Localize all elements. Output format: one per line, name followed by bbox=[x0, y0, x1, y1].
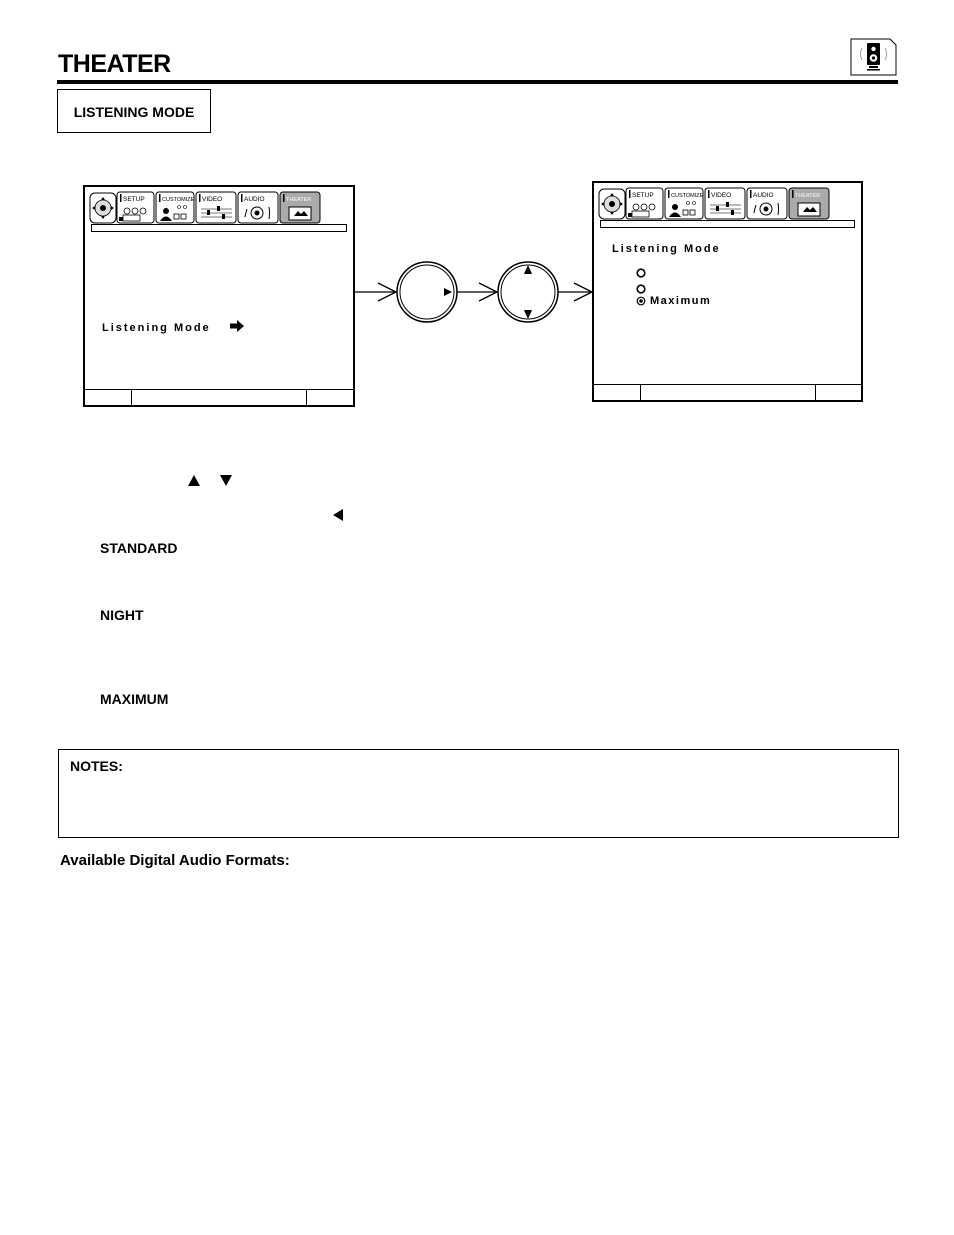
tab-audio[interactable] bbox=[747, 188, 787, 219]
select-button-right[interactable] bbox=[397, 262, 457, 322]
triangle-left-icon bbox=[333, 509, 343, 521]
radio-selected-icon bbox=[636, 296, 646, 306]
menu-status-strip bbox=[600, 220, 855, 228]
triangle-up-icon bbox=[188, 475, 200, 486]
radio-option-label: Maximum bbox=[650, 295, 712, 307]
mode-standard-label: STANDARD bbox=[100, 540, 178, 556]
section-label: LISTENING MODE bbox=[57, 89, 211, 133]
tab-theater[interactable] bbox=[280, 192, 320, 223]
tab-video[interactable] bbox=[705, 188, 745, 219]
screen-footer bbox=[85, 389, 353, 405]
navigation-flow bbox=[352, 255, 596, 330]
arrow-right-icon bbox=[230, 320, 244, 332]
tab-setup-label: SETUP bbox=[123, 196, 145, 203]
tab-customize-label: CUSTOMIZE bbox=[162, 197, 195, 203]
radio-unselected-icon bbox=[636, 284, 646, 294]
triangle-down-icon bbox=[220, 475, 232, 486]
mode-night-label: NIGHT bbox=[100, 607, 144, 623]
tab-customize-label: CUSTOMIZE bbox=[671, 193, 704, 199]
tab-video-label: VIDEO bbox=[711, 192, 732, 199]
flow-arrow bbox=[354, 283, 396, 301]
menu-icon[interactable] bbox=[599, 189, 625, 219]
radio-option-maximum[interactable] bbox=[636, 295, 711, 307]
tab-setup[interactable] bbox=[626, 188, 663, 219]
menu-item-listening-mode[interactable]: Listening Mode bbox=[102, 322, 211, 334]
tab-audio-label: AUDIO bbox=[244, 196, 265, 203]
speaker-icon bbox=[850, 38, 897, 76]
flow-arrow bbox=[558, 283, 592, 301]
tab-setup-label: SETUP bbox=[632, 192, 654, 199]
flow-arrow bbox=[457, 283, 497, 301]
notes-box bbox=[58, 749, 899, 838]
tab-audio[interactable] bbox=[238, 192, 278, 223]
tab-audio-label: AUDIO bbox=[753, 192, 774, 199]
formats-heading: Available Digital Audio Formats: bbox=[60, 852, 290, 869]
menu-icon[interactable] bbox=[90, 193, 116, 223]
select-button-updown[interactable] bbox=[498, 262, 558, 322]
menu-tab-bar bbox=[598, 187, 830, 221]
tab-theater-label: THEATER bbox=[795, 193, 821, 199]
mode-maximum-label: MAXIMUM bbox=[100, 691, 169, 707]
submenu-heading: Listening Mode bbox=[612, 243, 721, 255]
menu-tab-bar bbox=[89, 191, 321, 225]
tab-customize[interactable] bbox=[156, 192, 195, 223]
tab-video-label: VIDEO bbox=[202, 196, 223, 203]
tab-setup[interactable] bbox=[117, 192, 154, 223]
tab-customize[interactable] bbox=[665, 188, 704, 219]
menu-screen-listening-mode bbox=[592, 181, 863, 402]
menu-status-strip bbox=[91, 224, 347, 232]
screen-footer bbox=[594, 384, 861, 400]
tab-video[interactable] bbox=[196, 192, 236, 223]
page-title: THEATER bbox=[58, 50, 171, 78]
menu-screen-main bbox=[83, 185, 355, 407]
tab-theater-label: THEATER bbox=[286, 197, 312, 203]
tab-theater[interactable] bbox=[789, 188, 829, 219]
radio-unselected-icon bbox=[636, 268, 646, 278]
notes-label: NOTES: bbox=[70, 758, 123, 774]
title-rule bbox=[57, 80, 898, 84]
